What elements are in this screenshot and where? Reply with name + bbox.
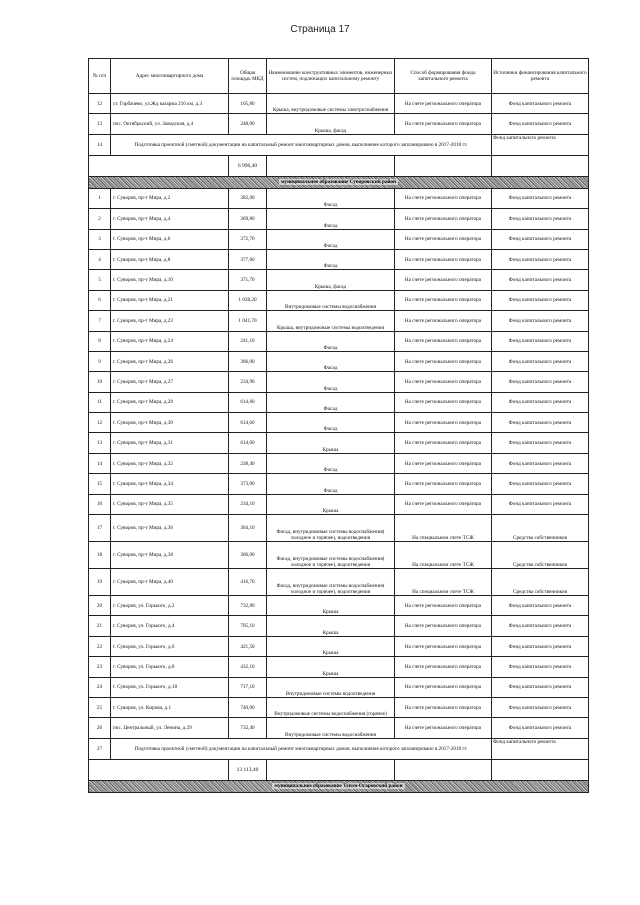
empty-cell [89, 759, 229, 780]
row-method: На счете регионального оператора [395, 290, 492, 310]
row-source: Фонд капитального ремонта [492, 453, 589, 473]
empty-cell [267, 155, 395, 176]
municipality-band [89, 780, 589, 792]
row-source: Фонд капитального ремонта [492, 290, 589, 310]
row-address: г. Суворов, пр-т Мира, д.28 [111, 392, 229, 412]
table-row [89, 249, 589, 269]
header-area: Общая площадь МКД [229, 59, 267, 94]
row-address: ст. Горбачево, ул.Жд казарма 216 км, д.3 [111, 94, 229, 114]
row-source: Фонд капитального ремонта [492, 596, 589, 616]
row-method: На счете регионального оператора [395, 94, 492, 114]
row-number: 5 [89, 270, 111, 290]
row-address: г. Суворов, пр-т Мира, д.30 [111, 413, 229, 433]
row-area: 717,10 [229, 677, 267, 697]
row-number: 14 [89, 134, 111, 155]
row-works: Фасад [267, 351, 395, 371]
row-works: Фасад [267, 413, 395, 433]
header-works: Наименование конструктивных элементов, инженерных систем, подлежащих капитальному ремонту [267, 59, 395, 94]
table-row [89, 636, 589, 656]
row-works: Фасад [267, 372, 395, 392]
row-address: пос. Октябрьский, ул. Заводская, д.4 [111, 114, 229, 134]
table-row [89, 351, 589, 371]
row-address: г. Суворов, пр-т Мира, д.35 [111, 494, 229, 514]
row-source: Средства собственников [492, 515, 589, 542]
row-number: 11 [89, 392, 111, 412]
row-works: Крыша, фасад [267, 114, 395, 134]
row-works: Фасад, внутридомовые системы водоснабжения( холодное и горячее), водоотведения [267, 569, 395, 596]
row-number: 22 [89, 636, 111, 656]
row-area: 369,80 [229, 209, 267, 229]
row-number: 2 [89, 209, 111, 229]
row-area: 432,10 [229, 657, 267, 677]
row-method: На счете регионального оператора [395, 372, 492, 392]
row-works: Фасад [267, 453, 395, 473]
municipality-name: муниципальное образование Суворовский район [280, 179, 397, 186]
row-works: Фасад [267, 331, 395, 351]
table-row [89, 188, 589, 208]
row-address: г. Суворов, пр-т Мира, д.24 [111, 331, 229, 351]
row-number: 13 [89, 114, 111, 134]
row-address: г. Суворов, пр-т Мира, д.4 [111, 209, 229, 229]
table-row [89, 515, 589, 542]
row-area: 234,10 [229, 494, 267, 514]
capital-repair-table [88, 58, 589, 793]
header-address: Адрес многоквартирного дома [111, 59, 229, 94]
row-method: На счете регионального оператора [395, 474, 492, 494]
table-row [89, 413, 589, 433]
row-area: 614,60 [229, 392, 267, 412]
row-area: 241,10 [229, 331, 267, 351]
table-row [89, 392, 589, 412]
table-row [89, 697, 589, 717]
row-address: г. Суворов, пр-т Мира, д.21 [111, 290, 229, 310]
table-row [89, 114, 589, 134]
row-number: 16 [89, 494, 111, 514]
row-works: Фасад, внутридомовые системы водоснабжения( холодное и горячее), водоотведения [267, 542, 395, 569]
row-source: Фонд капитального ремонта [492, 331, 589, 351]
row-works: Крыша [267, 636, 395, 656]
row-address: г. Суворов, пр-т Мира, д.10 [111, 270, 229, 290]
row-area: 377,60 [229, 249, 267, 269]
total-area: 13 113,40 [229, 759, 267, 780]
row-address: г. Суворов, пр-т Мира, д.40 [111, 569, 229, 596]
row-source: Фонд капитального ремонта [492, 134, 589, 155]
row-area: 614,60 [229, 413, 267, 433]
row-method: На счете регионального оператора [395, 636, 492, 656]
row-method: На счете регионального оператора [395, 209, 492, 229]
row-source: Фонд капитального ремонта [492, 188, 589, 208]
empty-cell [89, 155, 229, 176]
row-method: На счете регионального оператора [395, 697, 492, 717]
row-method: На счете регионального оператора [395, 616, 492, 636]
row-source: Фонд капитального ремонта [492, 94, 589, 114]
table-row [89, 311, 589, 331]
row-works: Фасад [267, 229, 395, 249]
subtotal-row [89, 738, 589, 759]
row-address: г. Суворов, пр-т Мира, д.32 [111, 453, 229, 473]
row-source: Фонд капитального ремонта [492, 413, 589, 433]
row-number: 7 [89, 311, 111, 331]
row-number: 12 [89, 94, 111, 114]
row-source: Фонд капитального ремонта [492, 657, 589, 677]
row-method: На счете регионального оператора [395, 657, 492, 677]
project-docs-text: Подготовка проектной (сметной) документации на капитальный ремонт многоквартирных домов, выполнение которого запланировано в 2017-2018 гг. [111, 134, 492, 155]
row-address: г. Суворов, ул. Горького, д.6 [111, 636, 229, 656]
empty-cell [492, 759, 589, 780]
table-row [89, 657, 589, 677]
row-address: г. Суворов, пр-т Мира, д.31 [111, 433, 229, 453]
row-source: Фонд капитального ремонта [492, 677, 589, 697]
row-works: Внутридомовые системы водоснабжения [267, 290, 395, 310]
row-address: пос. Центральный, ул. Ленина, д.29 [111, 718, 229, 738]
table-row [89, 596, 589, 616]
row-number: 13 [89, 433, 111, 453]
row-area: 238,40 [229, 453, 267, 473]
municipality-name: муниципальное образование Тепло-Огаревский район [274, 783, 403, 790]
row-area: 372,70 [229, 229, 267, 249]
row-works: Фасад [267, 474, 395, 494]
row-source: Фонд капитального ремонта [492, 351, 589, 371]
table-row [89, 542, 589, 569]
row-method: На счете регионального оператора [395, 114, 492, 134]
row-method: На счете регионального оператора [395, 188, 492, 208]
table-row [89, 616, 589, 636]
row-number: 19 [89, 569, 111, 596]
empty-cell [492, 155, 589, 176]
row-works: Крыша, внутридомовые системы электроснабжения [267, 94, 395, 114]
row-number: 20 [89, 596, 111, 616]
row-number: 8 [89, 331, 111, 351]
row-works: Внутридомовые системы водоснабжения [267, 718, 395, 738]
row-number: 24 [89, 677, 111, 697]
row-source: Фонд капитального ремонта [492, 738, 589, 759]
empty-cell [395, 759, 492, 780]
project-docs-text: Подготовка проектной (сметной) документации на капитальный ремонт многоквартирных домов, выполнение которого запланировано в 2017-2018 гг. [111, 738, 492, 759]
row-source: Фонд капитального ремонта [492, 311, 589, 331]
table-row [89, 494, 589, 514]
row-area: 614,60 [229, 433, 267, 453]
table-row [89, 229, 589, 249]
row-source: Фонд капитального ремонта [492, 697, 589, 717]
row-number: 3 [89, 229, 111, 249]
row-number: 14 [89, 453, 111, 473]
table-row [89, 270, 589, 290]
row-method: На счете регионального оператора [395, 413, 492, 433]
row-method: На счете регионального оператора [395, 718, 492, 738]
row-area: 373,00 [229, 474, 267, 494]
row-works: Крыша [267, 596, 395, 616]
row-works: Крыша [267, 657, 395, 677]
empty-cell [267, 759, 395, 780]
row-number: 26 [89, 718, 111, 738]
row-source: Средства собственников [492, 569, 589, 596]
table-row [89, 290, 589, 310]
header-num: № п/п [89, 59, 111, 94]
row-area: 364,10 [229, 515, 267, 542]
row-source: Фонд капитального ремонта [492, 474, 589, 494]
table-row [89, 718, 589, 738]
table-row [89, 453, 589, 473]
row-source: Фонд капитального ремонта [492, 616, 589, 636]
row-source: Фонд капитального ремонта [492, 494, 589, 514]
row-source: Фонд капитального ремонта [492, 229, 589, 249]
row-number: 6 [89, 290, 111, 310]
table-row [89, 677, 589, 697]
row-works: Фасад, внутридомовые системы водоснабжения( холодное и горячее), водоотведения [267, 515, 395, 542]
table-header-row [89, 59, 589, 94]
row-number: 4 [89, 249, 111, 269]
row-works: Крыша [267, 616, 395, 636]
row-works: Крыша [267, 433, 395, 453]
row-method: На счете регионального оператора [395, 270, 492, 290]
row-method: На счете регионального оператора [395, 453, 492, 473]
row-works: Крыша, фасад [267, 270, 395, 290]
row-address: г. Суворов, пр-т Мира, д.36 [111, 515, 229, 542]
row-source: Фонд капитального ремонта [492, 372, 589, 392]
header-source: Источники финансирования капитального ремонта [492, 59, 589, 94]
row-number: 21 [89, 616, 111, 636]
row-method: На счете регионального оператора [395, 229, 492, 249]
row-address: г. Суворов, ул. Горького, д.8 [111, 657, 229, 677]
empty-cell [395, 155, 492, 176]
row-area: 248,00 [229, 114, 267, 134]
row-address: г. Суворов, пр-т Мира, д.26 [111, 351, 229, 371]
row-works: Крыша [267, 494, 395, 514]
row-source: Фонд капитального ремонта [492, 636, 589, 656]
row-area: 732,80 [229, 596, 267, 616]
row-number: 10 [89, 372, 111, 392]
row-source: Фонд капитального ремонта [492, 718, 589, 738]
municipality-band [89, 176, 589, 188]
row-source: Фонд капитального ремонта [492, 249, 589, 269]
total-row [89, 759, 589, 780]
row-area: 1 038,20 [229, 290, 267, 310]
row-address: г. Суворов, ул. Кирова, д.1 [111, 697, 229, 717]
total-row [89, 155, 589, 176]
row-works: Фасад [267, 188, 395, 208]
row-area: 234,90 [229, 372, 267, 392]
row-method: На счете регионального оператора [395, 433, 492, 453]
table-row [89, 474, 589, 494]
row-method: На счете регионального оператора [395, 311, 492, 331]
row-source: Фонд капитального ремонта [492, 270, 589, 290]
row-works: Внутридомовые системы водоотведения [267, 677, 395, 697]
row-source: Фонд капитального ремонта [492, 209, 589, 229]
row-address: г. Суворов, пр-т Мира, д.6 [111, 229, 229, 249]
table-row [89, 372, 589, 392]
row-source: Фонд капитального ремонта [492, 392, 589, 412]
row-area: 732,40 [229, 718, 267, 738]
row-number: 18 [89, 542, 111, 569]
row-area: 105,80 [229, 94, 267, 114]
row-number: 17 [89, 515, 111, 542]
row-area: 366,00 [229, 542, 267, 569]
row-method: На специальном счете ТСЖ [395, 542, 492, 569]
row-address: г. Суворов, пр-т Мира, д.38 [111, 542, 229, 569]
row-address: г. Суворов, ул. Горького, д.2 [111, 596, 229, 616]
row-method: На счете регионального оператора [395, 392, 492, 412]
row-source: Средства собственников [492, 542, 589, 569]
row-method: На счете регионального оператора [395, 677, 492, 697]
row-address: г. Суворов, пр-т Мира, д.34 [111, 474, 229, 494]
row-number: 23 [89, 657, 111, 677]
row-number: 9 [89, 351, 111, 371]
row-address: г. Суворов, пр-т Мира, д.27 [111, 372, 229, 392]
row-number: 25 [89, 697, 111, 717]
page-title: Страница 17 [290, 24, 350, 35]
row-area: 371,70 [229, 270, 267, 290]
total-area: 6 996,40 [229, 155, 267, 176]
row-address: г. Суворов, ул. Горького, д.4 [111, 616, 229, 636]
row-works: Крыша, внутридомовые системы водоотведения [267, 311, 395, 331]
row-area: 705,10 [229, 616, 267, 636]
row-works: Фасад [267, 209, 395, 229]
header-method: Способ формирования фонда капитального ремонта [395, 59, 492, 94]
municipality-band-cell [89, 176, 589, 188]
row-method: На счете регионального оператора [395, 494, 492, 514]
table-row [89, 94, 589, 114]
row-address: г. Суворов, ул. Горького, д.18 [111, 677, 229, 697]
row-area: 382,00 [229, 188, 267, 208]
table-row [89, 331, 589, 351]
row-method: На специальном счете ТСЖ [395, 569, 492, 596]
row-address: г. Суворов, пр-т Мира, д.8 [111, 249, 229, 269]
row-method: На счете регионального оператора [395, 351, 492, 371]
row-address: г. Суворов, пр-т Мира, д.2 [111, 188, 229, 208]
row-number: 15 [89, 474, 111, 494]
row-area: 416,70 [229, 569, 267, 596]
row-area: 366,00 [229, 351, 267, 371]
row-method: На специальном счете ТСЖ [395, 515, 492, 542]
row-number: 12 [89, 413, 111, 433]
row-area: 740,00 [229, 697, 267, 717]
row-method: На счете регионального оператора [395, 249, 492, 269]
row-method: На счете регионального оператора [395, 331, 492, 351]
row-method: На счете регионального оператора [395, 596, 492, 616]
row-address: г. Суворов, пр-т Мира, д.23 [111, 311, 229, 331]
row-number: 1 [89, 188, 111, 208]
row-number: 27 [89, 738, 111, 759]
row-works: Фасад [267, 249, 395, 269]
row-area: 1 041,70 [229, 311, 267, 331]
row-source: Фонд капитального ремонта [492, 433, 589, 453]
municipality-band-cell [89, 780, 589, 792]
row-works: Внутридомовые системы водоснабжения (горячее) [267, 697, 395, 717]
table-row [89, 569, 589, 596]
row-source: Фонд капитального ремонта [492, 114, 589, 134]
table-row [89, 433, 589, 453]
row-area: 421,50 [229, 636, 267, 656]
table-row [89, 209, 589, 229]
row-works: Фасад [267, 392, 395, 412]
subtotal-row [89, 134, 589, 155]
